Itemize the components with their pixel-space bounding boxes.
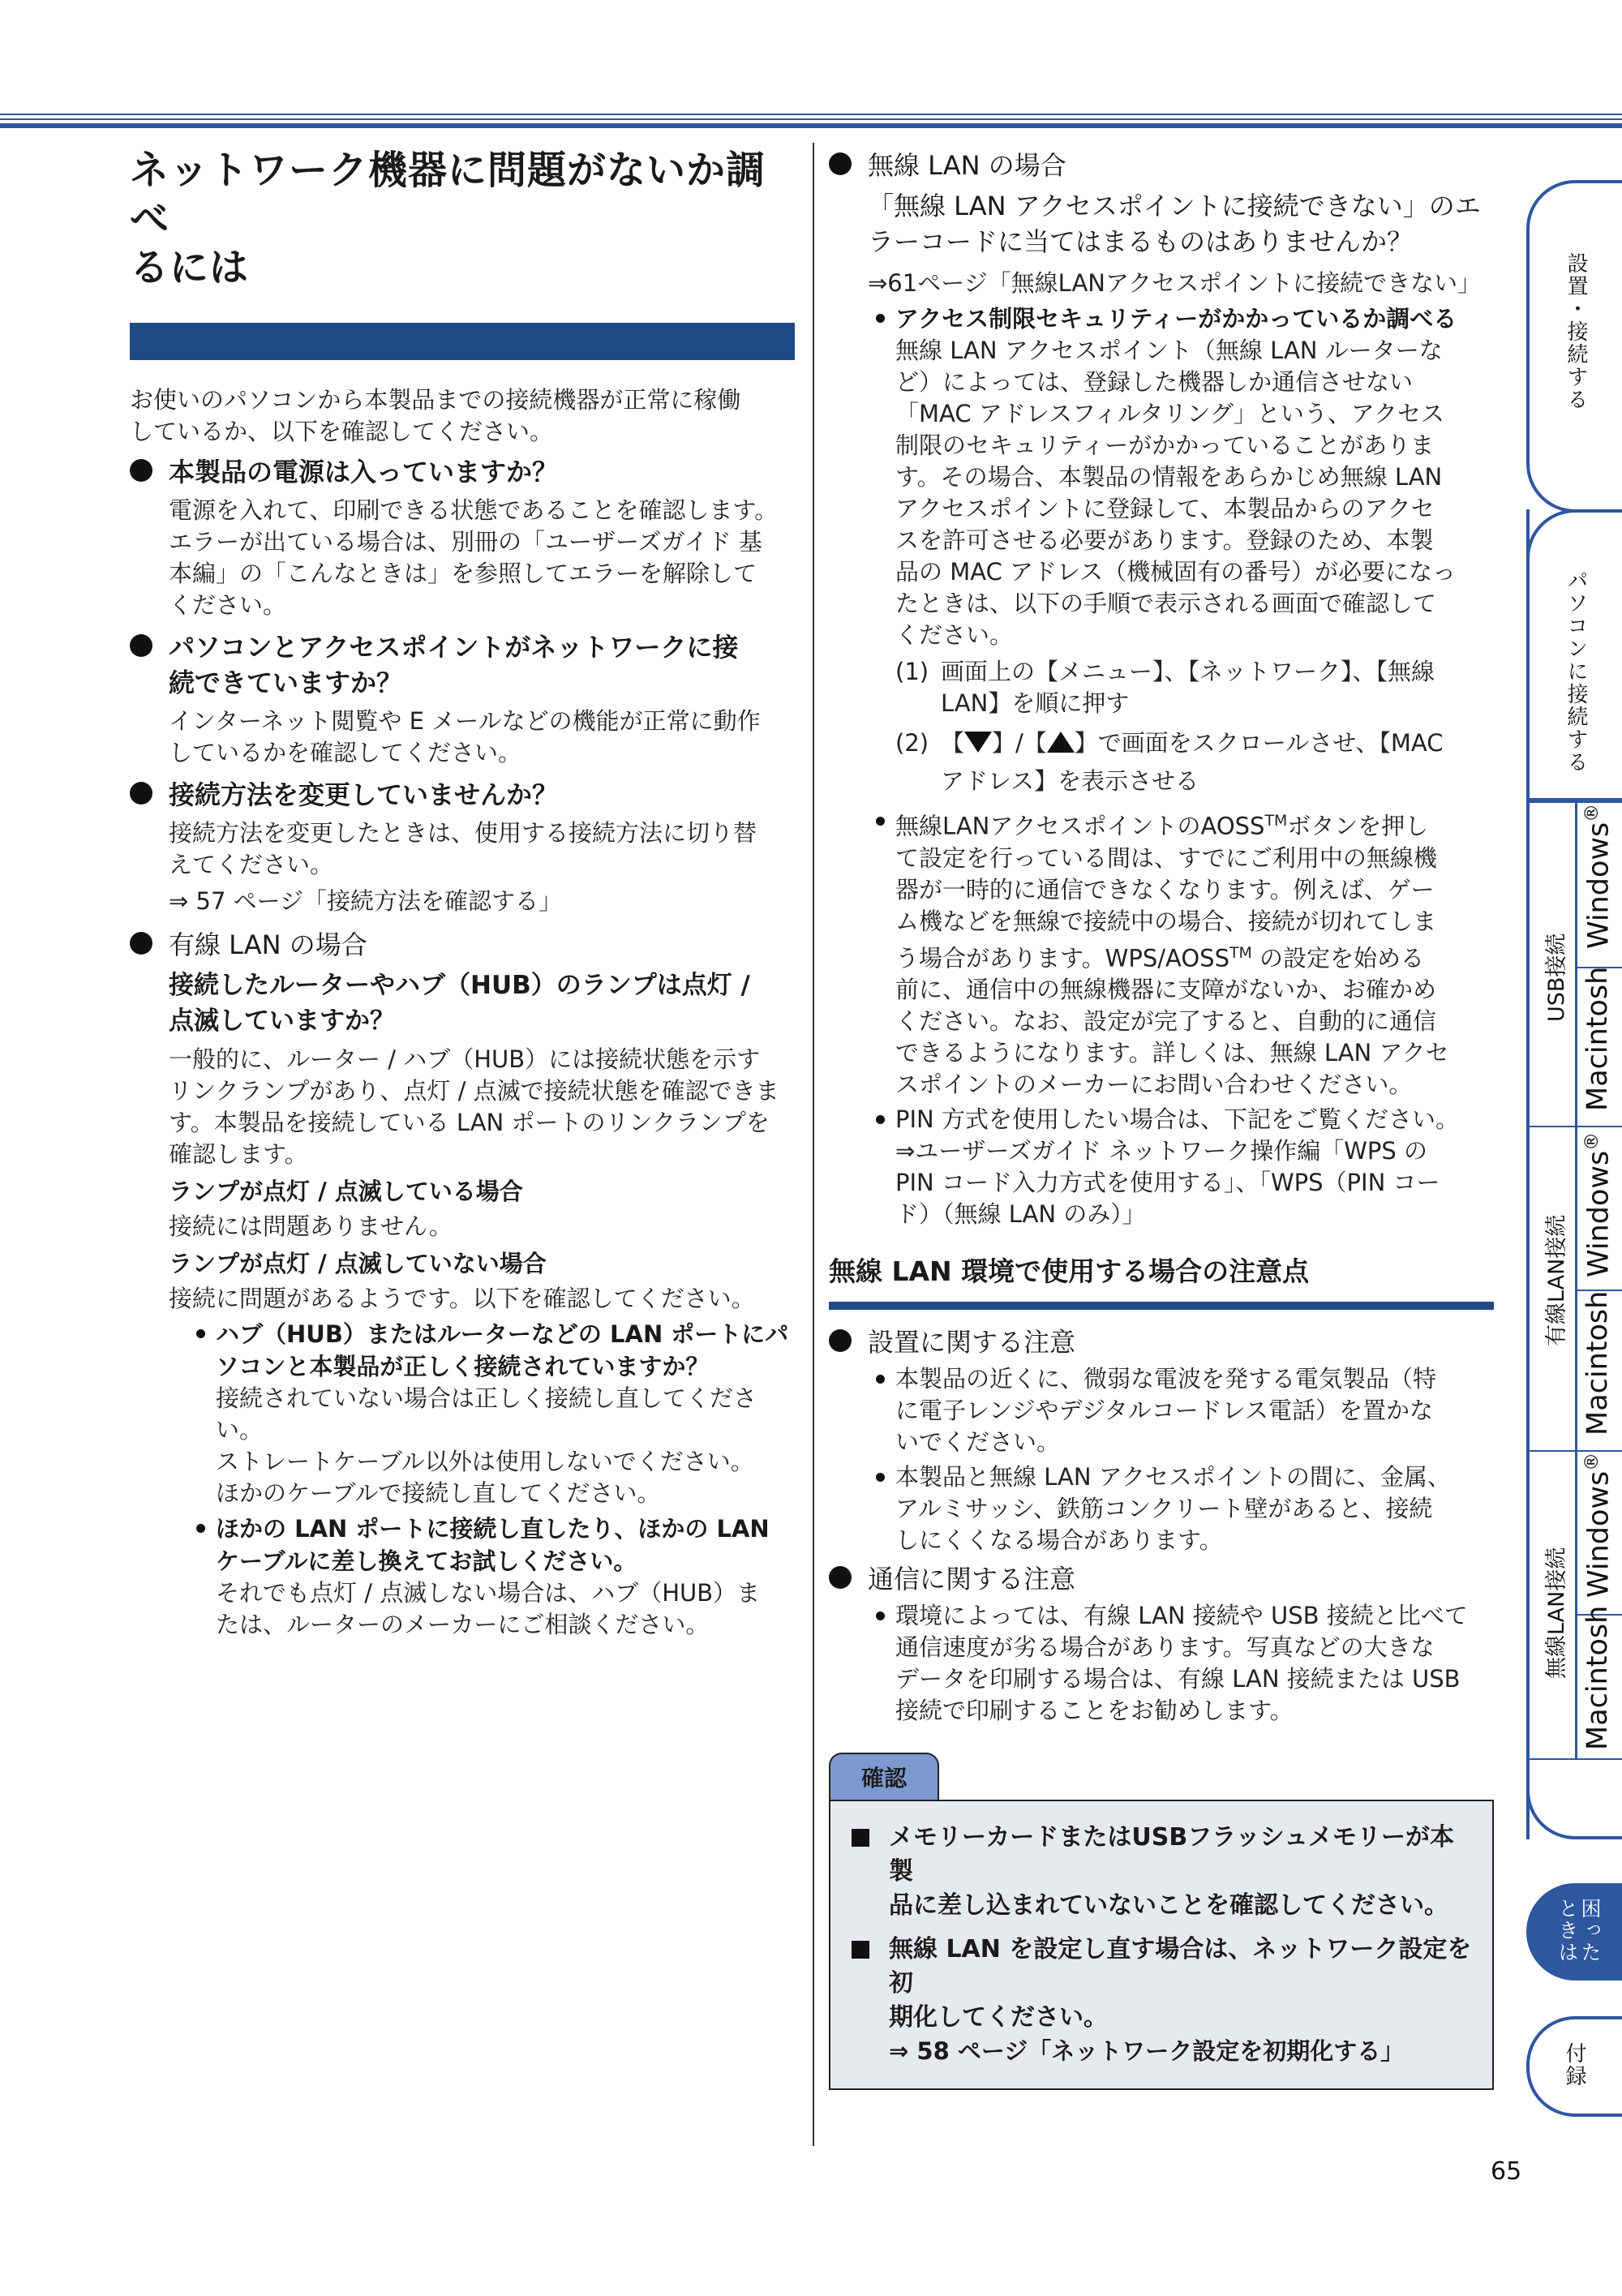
tab-setup[interactable] [1526, 180, 1622, 513]
check-power-text [130, 495, 795, 621]
body-line: 本編」の「こんなときは」を参照してエラーを解除して [169, 560, 757, 587]
body-line: しているかを確認してください。 [169, 739, 522, 766]
body-line: エラーが出ている場合は、別冊の「ユーザーズガイド 基 [169, 528, 762, 556]
body-line: ください。なお、設定が完了すると、自動的に通信 [895, 1007, 1437, 1036]
body-line: 画面上の【メニュー】、【ネットワーク】、【無線 [941, 658, 1435, 685]
body-line: に電子レンジやデジタルコードレス電話）を置かな [895, 1397, 1433, 1425]
body-line: 確認します。 [169, 1140, 308, 1168]
list-item-text [895, 805, 1494, 1101]
heading-line: ソコンと本製品が正しく接続されていますか？ [216, 1353, 710, 1380]
body-line: 電源を入れて、印刷できる状態であることを確認します。 [169, 496, 779, 524]
list-item-text [895, 1363, 1494, 1458]
install-notes [829, 1324, 1494, 1360]
lamp-on-heading: ランプが点灯 / 点滅している場合 [169, 1178, 523, 1205]
wired-lan-text [169, 1044, 795, 1170]
bullet-icon [876, 1611, 885, 1620]
body-line: 環境によっては、有線 LAN 接続や USB 接続と比べて [895, 1602, 1468, 1630]
list-item [873, 1104, 1494, 1230]
bullet-icon [829, 152, 852, 175]
question-heading: 設置に関する注意 [868, 1327, 1076, 1358]
text-line: 無線 LAN を設定し直す場合は、ネットワーク設定を初 [889, 1935, 1472, 1998]
check-network-text [130, 706, 795, 769]
tab-trouble[interactable] [1526, 1883, 1622, 1981]
bullet-icon [196, 1524, 205, 1533]
list-item [873, 1600, 1494, 1727]
bullet-icon [876, 1115, 885, 1124]
question-heading: 本製品の電源は入っていますか？ [169, 457, 559, 487]
body-line: データを印刷する場合は、有線 LAN 接続または USB [895, 1665, 1461, 1693]
list-item-text [895, 1600, 1494, 1727]
tab-wireless-mac[interactable]: Macintosh [1581, 1605, 1614, 1750]
list-item-heading [216, 1513, 795, 1577]
text-line: 期化してください。 [889, 2003, 1108, 2032]
list-item-text [895, 335, 1494, 651]
heading-line: ケーブルに差し換えてお試しください。 [216, 1547, 637, 1575]
page-reference: ⇒ 57 ページ「接続方法を確認する」 [169, 887, 563, 915]
page-reference: ⇒ 58 ページ「ネットワーク設定を初期化する」 [889, 2037, 1405, 2066]
subheading-line: ラーコードに当てはまるものはありませんか？ [868, 226, 1414, 257]
windows-label: Windows [1582, 822, 1616, 949]
body-line [895, 805, 1494, 843]
body-line: 一般的に、ルーター / ハブ（HUB）には接続状態を示す [169, 1045, 761, 1073]
body-line: できるようになります。詳しくは、無線 LAN アクセ [895, 1039, 1449, 1067]
title-line: るには [130, 245, 250, 290]
tab-label: 設置・接続する [1564, 252, 1588, 411]
body-line: いでください。 [895, 1428, 1061, 1457]
body-line: す。本製品を接続している LAN ポートのリンクランプを [169, 1109, 770, 1136]
tab-wired-label: 有線LAN接続 [1544, 1214, 1569, 1346]
bullet-icon [130, 932, 152, 955]
registered-mark: ® [1581, 804, 1603, 822]
intro-text [130, 384, 795, 448]
body-line: 本製品と無線 LAN アクセスポイントの間に、金属、 [895, 1463, 1451, 1491]
square-bullet-icon [852, 1829, 869, 1847]
section-bar [829, 1302, 1494, 1310]
question-heading: 無線 LAN の場合 [868, 150, 1066, 181]
body-line: 「MAC アドレスフィルタリング」という、アクセス [895, 400, 1445, 427]
bullet-icon [876, 1473, 885, 1482]
page-reference: ⇒61ページ「無線LANアクセスポイントに接続できない」 [868, 269, 1482, 297]
check-power [130, 454, 795, 490]
wireless-lan-body [829, 188, 1494, 260]
body-line: ⇒ユーザーズガイド ネットワーク操作編「WPS の [895, 1137, 1427, 1165]
tab-label: パソコンに接続する [1564, 569, 1588, 774]
body-line: ほかのケーブルで接続し直してください。 [216, 1479, 661, 1507]
bullet-icon [130, 782, 152, 805]
list-item [193, 1318, 795, 1509]
page-title [130, 146, 795, 292]
question-heading: 接続方法を変更していませんか？ [169, 779, 559, 810]
body-line [941, 727, 1494, 759]
body-line: たは、ルーターのメーカーにご相談ください。 [216, 1611, 710, 1638]
tab-usb-label: USB接続 [1544, 933, 1569, 1022]
tab-wired-mac[interactable]: Macintosh [1581, 1290, 1614, 1436]
question-heading: 続できていますか？ [169, 667, 403, 698]
heading-line: ハブ（HUB）またはルーターなどの LAN ポートにパ [216, 1320, 789, 1348]
wireless-lan-question [868, 188, 1494, 260]
check-connection-method [130, 777, 795, 813]
question-heading: 有線 LAN の場合 [169, 929, 367, 960]
confirm-box [829, 1753, 1494, 2090]
list-item-heading [216, 1318, 795, 1383]
body-line: ど）によっては、登録した機器しか通信させない [895, 368, 1414, 396]
body-line: PIN コード入力方式を使用する」、「WPS（PIN コー [895, 1169, 1440, 1197]
header-stripe [0, 118, 1622, 120]
title-bar [130, 323, 795, 360]
lamp-off-text: 接続に問題があるようです。以下を確認してください。 [169, 1285, 755, 1312]
list-item-text [895, 1461, 1494, 1556]
tab-label: 付録 [1562, 2042, 1586, 2088]
registered-mark: ® [1581, 1132, 1603, 1151]
text-run: う場合があります。WPS/AOSS [895, 944, 1229, 972]
body-line: えてください。 [169, 851, 334, 878]
comm-notes [829, 1561, 1494, 1597]
down-arrow-icon [964, 732, 992, 753]
square-bullet-icon [852, 1941, 869, 1959]
wireless-lan-section [829, 148, 1494, 183]
up-arrow-icon [1047, 732, 1075, 753]
confirm-content [829, 1800, 1494, 2090]
body-line: ください。 [169, 591, 287, 619]
header-stripe [0, 123, 1622, 128]
list-item-heading: アクセス制限セキュリティーがかかっているか調べる [895, 305, 1457, 333]
tab-wired-windows[interactable] [1581, 1132, 1616, 1277]
body-line: たときは、以下の手順で表示される画面で確認して [895, 590, 1437, 617]
body-line: インターネット閲覧や E メールなどの機能が正常に動作 [169, 707, 761, 735]
step-text: 】で画面をスクロールさせ、【MAC [1074, 729, 1444, 757]
tab-divider [1526, 801, 1622, 803]
text-run: ボタンを押し [1287, 812, 1429, 840]
list-item [873, 1363, 1494, 1458]
body-line: 器が一時的に通信できなくなります。例えば、ゲー [895, 875, 1435, 903]
step-item [895, 656, 1494, 719]
registered-mark: ® [1581, 1453, 1603, 1471]
list-item [873, 303, 1494, 797]
question-heading: 通信に関する注意 [868, 1564, 1076, 1595]
body-line: 接続されていない場合は正しく接続し直してくださ [216, 1384, 757, 1412]
bullet-icon [829, 1329, 852, 1352]
page-number: 65 [1491, 2157, 1522, 2186]
step-number: (2) [895, 729, 929, 757]
body-line: す。その場合、本製品の情報をあらかじめ無線 LAN [895, 463, 1443, 491]
text-line: 品に差し込まれていないことを確認してください。 [889, 1891, 1448, 1920]
confirm-label: 確認 [829, 1753, 939, 1800]
subheading-line: 接続したルーターやハブ（HUB）のランプは点灯 / [169, 971, 750, 1000]
check-network-connection [130, 629, 795, 701]
wired-lan-section [130, 927, 795, 963]
list-item-text [216, 1577, 795, 1641]
tab-wireless-windows[interactable] [1581, 1453, 1616, 1598]
right-column [829, 148, 1494, 2090]
body-line: 通信速度が劣る場合があります。写真などの大きな [895, 1633, 1435, 1662]
bullet-icon [876, 1375, 885, 1384]
question-heading: パソコンとアクセスポイントがネットワークに接 [169, 632, 739, 663]
body-line: 品の MAC アドレス（機械固有の番号）が必要になっ [895, 558, 1457, 586]
list-item [873, 1461, 1494, 1556]
body-line: 本製品の近くに、微弱な電波を発する電気製品（特 [895, 1365, 1437, 1393]
left-column [130, 146, 795, 1641]
tab-wireless-label: 無線LAN接続 [1544, 1547, 1569, 1679]
tab-usb-mac[interactable]: Macintosh [1581, 966, 1614, 1111]
intro-line: お使いのパソコンから本製品までの接続機器が正常に稼働 [130, 386, 741, 414]
step-item [895, 727, 1494, 797]
body-line: ください。 [895, 621, 1014, 649]
lamp-on-text: 接続には問題ありません。 [169, 1212, 453, 1240]
bullet-icon [196, 1329, 205, 1338]
body-line: 接続で印刷することをお勧めします。 [895, 1697, 1294, 1725]
body-line: 無線 LAN アクセスポイント（無線 LAN ルーターな [895, 337, 1443, 364]
list-item-text [895, 1104, 1494, 1230]
subheading-line: 点滅していますか？ [169, 1006, 395, 1036]
bracket: 】/【 [992, 729, 1047, 757]
tab-divider [1526, 1450, 1622, 1452]
wired-lan-question [169, 968, 795, 1039]
list-item [873, 805, 1494, 1101]
tab-divider [1526, 1126, 1622, 1127]
confirm-item [847, 1933, 1476, 2069]
subheading-line: 「無線 LAN アクセスポイントに接続できない」のエ [868, 191, 1481, 221]
text-run: の設定を始める [1251, 944, 1424, 972]
text-line: メモリーカードまたはUSBフラッシュメモリーが本製 [889, 1823, 1455, 1886]
body-line: それでも点灯 / 点滅しない場合は、ハブ（HUB）ま [216, 1579, 761, 1607]
body-line: 接続方法を変更したときは、使用する接続方法に切り替 [169, 819, 757, 847]
bracket: 【 [941, 729, 965, 757]
bullet-icon [130, 459, 152, 482]
intro-line: しているか、以下を確認してください。 [130, 418, 554, 445]
text-run: 無線LANアクセスポイントのAOSS [895, 812, 1265, 840]
bullet-icon [876, 817, 885, 826]
body-line: スを許可させる必要があります。登録のため、本製 [895, 526, 1434, 554]
body-line: しにくくなる場合があります。 [895, 1526, 1223, 1555]
body-line: ド）（無線 LAN のみ）」 [895, 1200, 1146, 1229]
wired-lan-body [130, 968, 795, 1641]
title-line: ネットワーク機器に問題がないか調べ [130, 148, 766, 242]
tab-corner [1526, 1758, 1622, 1839]
tab-pc[interactable] [1526, 509, 1622, 801]
heading-line: ほかの LAN ポートに接続し直したり、ほかの LAN [216, 1515, 770, 1543]
body-line: ム機などを無線で接続中の場合、接続が切れてしま [895, 907, 1437, 935]
trademark: TM [1264, 813, 1288, 830]
list-item [193, 1513, 795, 1641]
section-title: 無線 LAN 環境で使用する場合の注意点 [829, 1255, 1310, 1288]
body-line: リンクランプがあり、点灯 / 点滅で接続状態を確認できま [169, 1077, 779, 1105]
windows-label: Windows [1582, 1150, 1616, 1277]
step-number: (1) [895, 658, 929, 685]
confirm-item [847, 1821, 1476, 1923]
body-line: アルミサッシ、鉄筋コンクリート壁があると、接続 [895, 1495, 1433, 1523]
tab-border [1526, 509, 1530, 1839]
body-line: 前に、通信中の無線機器に支障がないか、お確かめ [895, 976, 1437, 1004]
bullet-icon [876, 314, 885, 323]
body-line: PIN 方式を使用したい場合は、下記をご覧ください。 [895, 1105, 1459, 1134]
windows-label: Windows [1582, 1470, 1616, 1598]
tab-label: 困ったときは [1555, 1898, 1602, 1963]
tab-appendix[interactable] [1526, 2016, 1622, 2117]
check-method-text [130, 818, 795, 917]
body-line: 制限のセキュリティーがかかっていることがありま [895, 431, 1435, 459]
body-line: い。 [216, 1416, 264, 1444]
header-stripe [0, 114, 1622, 115]
body-line: アクセスポイントに登録して、本製品からのアクセ [895, 495, 1435, 522]
bullet-icon [130, 634, 152, 657]
list-item-text [216, 1383, 795, 1509]
column-divider [813, 143, 814, 2146]
body-line: LAN】を順に押す [941, 689, 1130, 717]
body-line: アドレス】を表示させる [941, 767, 1199, 795]
bullet-icon [829, 1566, 852, 1589]
body-line [895, 938, 1494, 975]
lamp-off-heading: ランプが点灯 / 点滅していない場合 [169, 1250, 547, 1277]
body-line: ストレートケーブル以外は使用しないでください。 [216, 1448, 754, 1475]
body-line: スポイントのメーカーにお問い合わせください。 [895, 1071, 1413, 1099]
trademark: TM [1229, 944, 1252, 962]
tab-usb-windows[interactable] [1581, 804, 1616, 949]
body-line: て設定を行っている間は、すでにご利用中の無線機 [895, 843, 1437, 872]
